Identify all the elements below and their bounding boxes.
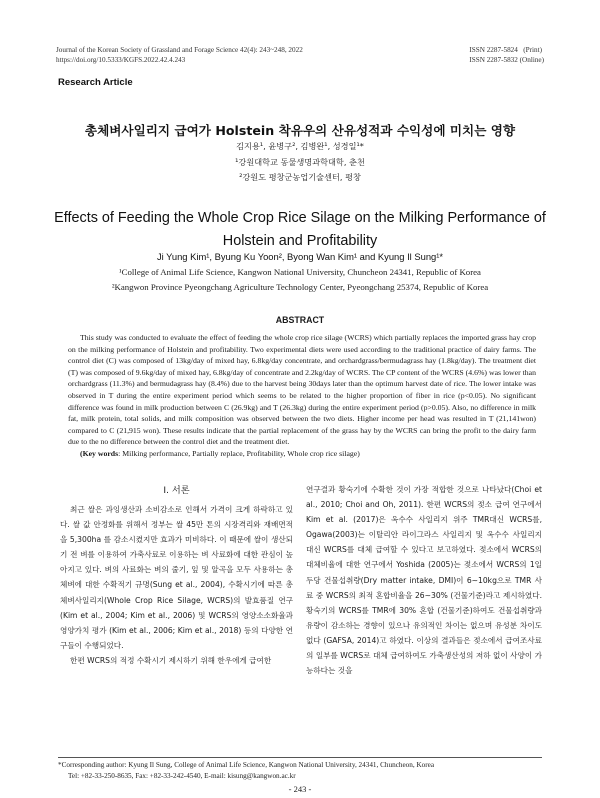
intro-paragraph-2: 한편 WCRS의 적정 수확시기 제시하기 위해 한우에게 급여한: [70, 655, 272, 665]
keywords-list: : Milking performance, Partially replace, Profitability, Whole crop rice silage): [118, 448, 360, 458]
article-type: Research Article: [58, 77, 133, 88]
abstract-heading: ABSTRACT: [275, 315, 325, 325]
journal-citation: Journal of the Korean Society of Grassland and Forage Science 42(4): 243~248, 2022: [56, 46, 303, 54]
abstract-body: [68, 332, 536, 460]
english-authors: Ji Yung Kim¹, Byung Ku Yoon², Byong Wan Kim¹ and Kyung Il Sung¹*: [156, 251, 444, 262]
page-number: - 243 -: [288, 784, 312, 794]
korean-authors: 김지용¹, 윤병구², 김병완¹, 성경일¹*: [236, 141, 364, 151]
journal-header: [56, 46, 303, 65]
right-column: [306, 482, 542, 678]
english-affiliation-1: ¹College of Animal Life Science, Kangwon National University, Chuncheon 24341, Republic of Korea: [119, 267, 481, 277]
intro-paragraph-continued: 연구결과 황숙기에 수확한 것이 가장 적합한 것으로 나타났다(Choi et al., 2010; Choi and Oh, 2011). 한편 WCRS의 젖소 급여 연구에서 Kim et al. (2017)은 옥수수 사일리지 위주 TMR대신 WCRS를, Ogawa(2003)는 이탈리안 라이그라스 사일리지 및 옥수수 사일리지 대신 WCRS를 대체 급여할 수 있다고 보고하였다. 젖소에서 WCRS의 대체비율에 대한 연구에서 Yoshida (2005)는 젖소에서 WCRS의 1일 두당 건물섭취량(Dry matter intake, DMI)이 6~10kg으로 TMR 사료 중 WCRS의 최적 혼합비율을 26~30% (건물기준)라고 제시하였다. 황숙기의 WCRS를 TMR에 30% 혼합 (건물기준)하여도 건물섭취량과 유량이 감소하는 경향이 있으나 유의적인 차이는 없으며 유성분 차이도 없다 (GAFSA, 2014)고 하였다. 이상의 결과들은 젖소에서 급여조사료의 일부를 WCRS로 대체 급여하여도 가축생산성의 저하 없이 사양이 가능하다는 것을: [306, 485, 542, 676]
intro-paragraph-1: 최근 쌀은 과잉생산과 소비감소로 인해서 가격이 크게 하락하고 있다. 쌀 값 안정화를 위해서 정부는 쌀 45만 톤의 시장격리와 재배면적을 5,300ha 를 감소시켰지만 효과가 미비하다. 이 때문에 쌀이 생산되기 전 벼를 이용하여 가축사료로 이용하는 벼 사료화에 대한 관심이 높아지고 있다. 벼의 사료화는 벼의 줄기, 잎 및 알곡을 모두 사용하는 총체벼에 대한 수확적기 규명(Sung et al., 2004), 수확시기에 따른 총체벼사일리지(Whole Crop Rice Silage, WCRS)의 발효품질 연구(Kim et al., 2004; Kim et al., 2006) 및 WCRS의 영양소소화율과 영양가치 평가 (Kim et al., 2006; Kim et al., 2018) 등의 다양한 연구들이 수행되었다.: [60, 505, 293, 650]
english-affiliation-2: ²Kangwon Province Pyeongchang Agriculture Technology Center, Pyeongchang 25374, Republic of Korea: [111, 282, 489, 292]
left-column: [60, 485, 293, 668]
abstract-text: This study was conducted to evaluate the effect of feeding the whole crop rice silage (WCRS) which partially replaces the imported grass hay crop on the milking performance of Holstein and profitability. Two experimental diets were used according to the traditional practice of dairy farms. The control diet (C) was composed of 13kg/day of mixed hay, 6.8kg/day concentrate, and orchardgrass/bermudagrass hay (1.8kg/day). The treatment diet (T) was composed of 9.6kg/day of mixed hay, 6.8kg/day of concentrate and 2.2kg/day of WCRS. The CP content of the WCRS (4.6%) was lower than orchardgrass (11.3%) and bermudagrass hay (8.4%) due to the harvest being 30days later than the optimum harvest date of rice. The lower intake was observed in T during the entire experiment period which seems to be related to the higher proportion of fiber in rice (p<0.05). No significant difference was found in milk production between C (26.9kg) and T (26.3kg) during the entire experiment period (p>0.05). Also, no difference in milk fat, milk protein, total solids, and milk composition was observed between the two diets. Higher income per head was resulted in T (21,141won) compared to C (21,915 won). These results indicate that the partial replacement of the grass hay by the WCRS can bring the profit to the dairy farm due to the no difference between the control diet and the treatment diet.: [68, 333, 536, 447]
english-title: Effects of Feeding the Whole Crop Rice Silage on the Milking Performance of Holstein and Profitability: [54, 210, 546, 249]
korean-affiliation-1: ¹강원대학교 동물생명과학대학, 춘천: [235, 157, 365, 167]
keywords-label: (Key words: [80, 448, 119, 458]
footnote-divider: [58, 757, 542, 758]
korean-affiliation-2: ²강원도 평창군농업기술센터, 평창: [239, 172, 361, 182]
korean-title: 총체벼사일리지 급여가 Holstein 착유우의 산유성적과 수익성에 미치는 영향: [84, 123, 516, 138]
corresponding-author-footnote: [58, 760, 542, 781]
intro-heading: Ⅰ. 서론: [163, 485, 190, 496]
issn-print: ISSN 2287-5824 (Print): [469, 46, 543, 54]
keywords: [68, 448, 536, 460]
doi-link[interactable]: https://doi.org/10.5333/KGFS.2022.42.4.243: [56, 55, 186, 64]
footnote-author: *Corresponding author: Kyung Il Sung, College of Animal Life Science, Kangwon National University, 24341, Chuncheon, Korea: [58, 761, 435, 769]
issn-online: ISSN 2287-5832 (Online): [469, 55, 544, 64]
footnote-contact: Tel: +82-33-250-8635, Fax: +82-33-242-4540, E-mail: kisung@kangwon.ac.kr: [68, 771, 296, 780]
issn-block: [469, 46, 544, 65]
